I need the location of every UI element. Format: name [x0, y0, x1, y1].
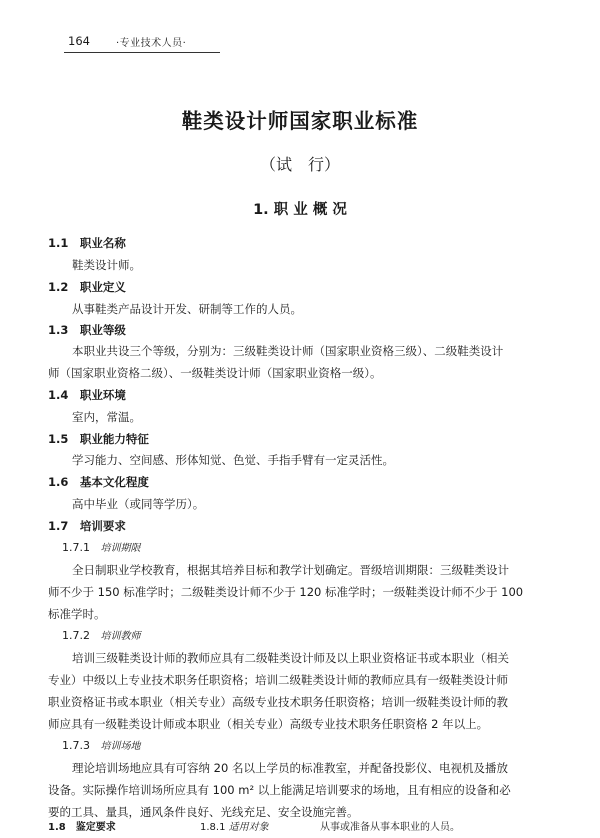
document-subtitle: （试 行） [259, 155, 340, 174]
section-heading: 1.5 职业能力特征 [48, 432, 149, 446]
subsection-number: 1.8.1 [200, 822, 226, 833]
paragraph-line: 鞋类设计师。 [72, 258, 141, 272]
paragraph-line: 本职业共设三个等级，分别为：三级鞋类设计师（国家职业资格三级）、二级鞋类设计 [72, 344, 504, 358]
document-title: 鞋类设计师国家职业标准 [181, 109, 419, 133]
paragraph-line: 要的工具、量具，通风条件良好、光线充足、安全设施完善。 [48, 805, 359, 819]
section-heading: 1.4 职业环境 [48, 388, 126, 402]
subsection-heading [200, 822, 269, 834]
paragraph-line: 标准学时。 [48, 607, 106, 621]
paragraph-line: 职业资格证书或本职业（相关专业）高级专业技术职务任职资格；培训一级鞋类设计师的教 [48, 695, 508, 709]
paragraph-line: 学习能力、空间感、形体知觉、色觉、手指手臂有一定灵活性。 [72, 453, 394, 467]
paragraph-line: 理论培训场地应具有可容纳 20 名以上学员的标准教室，并配备投影仪、电视机及播放 [72, 761, 508, 775]
section-label: ·专业技术人员· [116, 38, 187, 49]
section-heading: 1.6 基本文化程度 [48, 475, 149, 489]
subsection-number: 1.7.2 [62, 629, 90, 642]
section-heading: 1.7 培训要求 [48, 519, 126, 533]
section-heading: 1.3 职业等级 [48, 323, 126, 337]
page-number: 164 [68, 34, 90, 48]
paragraph-line: 师（国家职业资格二级）、一级鞋类设计师（国家职业资格一级）。 [48, 366, 382, 380]
paragraph-line: 室内，常温。 [72, 410, 141, 424]
subsection-number: 1.7.1 [62, 541, 90, 554]
paragraph-line: 师应具有一级鞋类设计师或本职业（相关专业）高级专业技术职务任职资格 2 年以上。 [48, 717, 489, 731]
subsection-title: 培训教师 [100, 631, 141, 642]
subsection-title: 培训场地 [100, 741, 141, 752]
paragraph-line: 全日制职业学校教育，根据其培养目标和教学计划确定。晋级培训期限：三级鞋类设计 [72, 563, 509, 577]
paragraph-line: 高中毕业（或同等学历）。 [72, 497, 205, 511]
section-heading: 1.8 鉴定要求 [48, 822, 116, 833]
paragraph-line: 师不少于 150 标准学时；二级鞋类设计师不少于 120 标准学时；一级鞋类设计师不少于 100 [48, 585, 524, 599]
paragraph-line: 专业）中级以上专业技术职务任职资格；培训二级鞋类设计师的教师应具有一级鞋类设计师 [48, 673, 508, 687]
subsection-heading [62, 739, 141, 754]
running-header [64, 30, 220, 53]
paragraph-line: 从事或准备从事本职业的人员。 [320, 822, 460, 833]
section-heading: 1.2 职业定义 [48, 280, 126, 294]
paragraph-line: 从事鞋类产品设计开发、研制等工作的人员。 [72, 302, 302, 316]
chapter-heading: 1. 职 业 概 况 [253, 202, 347, 218]
subsection-number: 1.7.3 [62, 739, 90, 752]
paragraph-line: 培训三级鞋类设计师的教师应具有二级鞋类设计师及以上职业资格证书或本职业（相关 [72, 651, 509, 665]
subsection-heading [62, 541, 141, 556]
section-heading: 1.1 职业名称 [48, 236, 126, 250]
paragraph-line: 设备。实际操作培训场所应具有 100 m² 以上能满足培训要求的场地，且有相应的设备和必 [48, 783, 511, 797]
subsection-title: 培训期限 [100, 543, 141, 554]
subsection-title: 适用对象 [228, 822, 269, 833]
subsection-heading [62, 629, 141, 644]
